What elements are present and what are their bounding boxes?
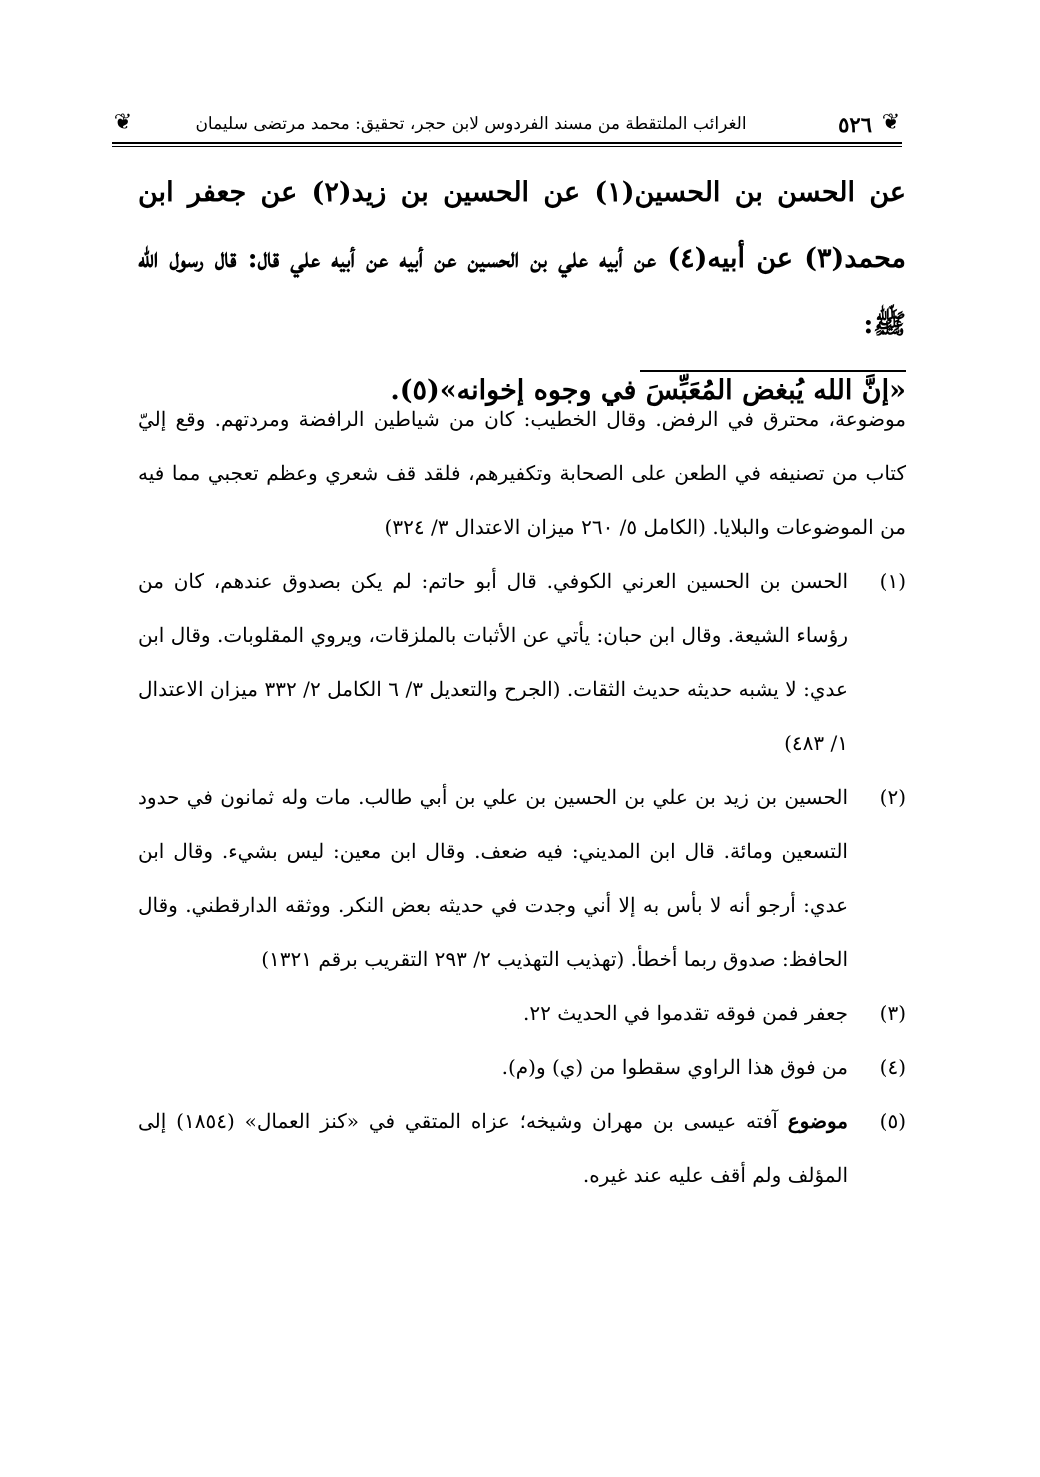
footnote-2	[138, 770, 906, 986]
footnote-text	[138, 1094, 848, 1202]
footnote-number: (٥)	[879, 1109, 906, 1133]
main-text	[138, 160, 906, 424]
footnote-5	[138, 1094, 906, 1202]
footnote-separator	[640, 370, 906, 372]
running-header	[112, 108, 902, 142]
header-title: الغرائب الملتقطة من مسند الفردوس لابن حجر، تحقيق: محمد مرتضى سليمان	[195, 114, 747, 134]
hadith-text: «إنَّ الله يُبغض المُعَبِّسَ في وجوه إخوانه»(٥).	[390, 375, 906, 406]
footnote-text: الحسن بن الحسين العرني الكوفي. قال أبو حاتم: لم يكن بصدوق عندهم، كان من رؤساء الشيعة. وقال ابن حبان: يأتي عن الأثبات بالملزقات، ويروي المقلوبات. وقال ابن عدي: لا يشبه حديثه حديث الثقات. (الجرح والتعديل ٣/ ٦ الكامل ٢/ ٣٣٢ ميزان الاعتدال ١/ ٤٨٣)	[138, 569, 848, 755]
footnote-number: (٢)	[879, 785, 906, 809]
ornament-icon: ❦	[881, 110, 901, 135]
footnote-3	[138, 986, 906, 1040]
header-rule	[112, 142, 902, 144]
page-number: ٥٢٦	[838, 112, 872, 137]
footnote-number: (١)	[879, 569, 906, 593]
footnote-verdict: موضوع	[787, 1109, 849, 1133]
footnote-4	[138, 1040, 906, 1094]
footnote-text: الحسين بن زيد بن علي بن الحسين بن علي بن أبي طالب. مات وله ثمانون في حدود التسعين ومائة. قال ابن المديني: فيه ضعف. وقال ابن معين: ليس بشيء. وقال ابن عدي: أرجو أنه لا بأس به إلا أني وجدت في حديثه بعض النكر. ووثقه الدارقطني. وقال الحافظ: صدوق ربما أخطأ. (تهذيب التهذيب ٢/ ٢٩٣ التقريب برقم ١٣٢١)	[138, 785, 848, 971]
footnote-continuation	[138, 392, 906, 554]
footnotes	[138, 392, 906, 1202]
footnote-number: (٤)	[879, 1055, 906, 1079]
header-rule-thin	[112, 146, 902, 147]
footnote-text: جعفر فمن فوقه تقدموا في الحديث ٢٢.	[523, 1001, 848, 1025]
footnote-text: موضوعة، محترق في الرفض. وقال الخطيب: كان من شياطين الرافضة ومردتهم. وقع إليّ كتاب من تصنيفه في الطعن على الصحابة وتكفيرهم، فلقد قف شعري وعظم تعجبي مما فيه من الموضوعات والبلايا. (الكامل ٥/ ٢٦٠ ميزان الاعتدال ٣/ ٣٢٤)	[138, 407, 906, 539]
footnote-number: (٣)	[879, 1001, 906, 1025]
footnote-text: من فوق هذا الراوي سقطوا من (ي) و(م).	[501, 1055, 848, 1079]
ornament-icon: ❦	[113, 110, 133, 135]
footnote-body: آفته عيسى بن مهران وشيخه؛ عزاه المتقي في «كنز العمال» (١٨٥٤) إلى المؤلف ولم أقف عليه عند غيره.	[138, 1109, 848, 1187]
isnad-text: عن الحسن بن الحسين(١) عن الحسين بن زيد(٢) عن جعفر ابن محمد(٣) عن أبيه(٤) عن أبيه علي بن الحسين عن أبيه عن أبيه علي قال: قال رسول الله ﷺ:	[138, 177, 906, 340]
footnote-1	[138, 554, 906, 770]
